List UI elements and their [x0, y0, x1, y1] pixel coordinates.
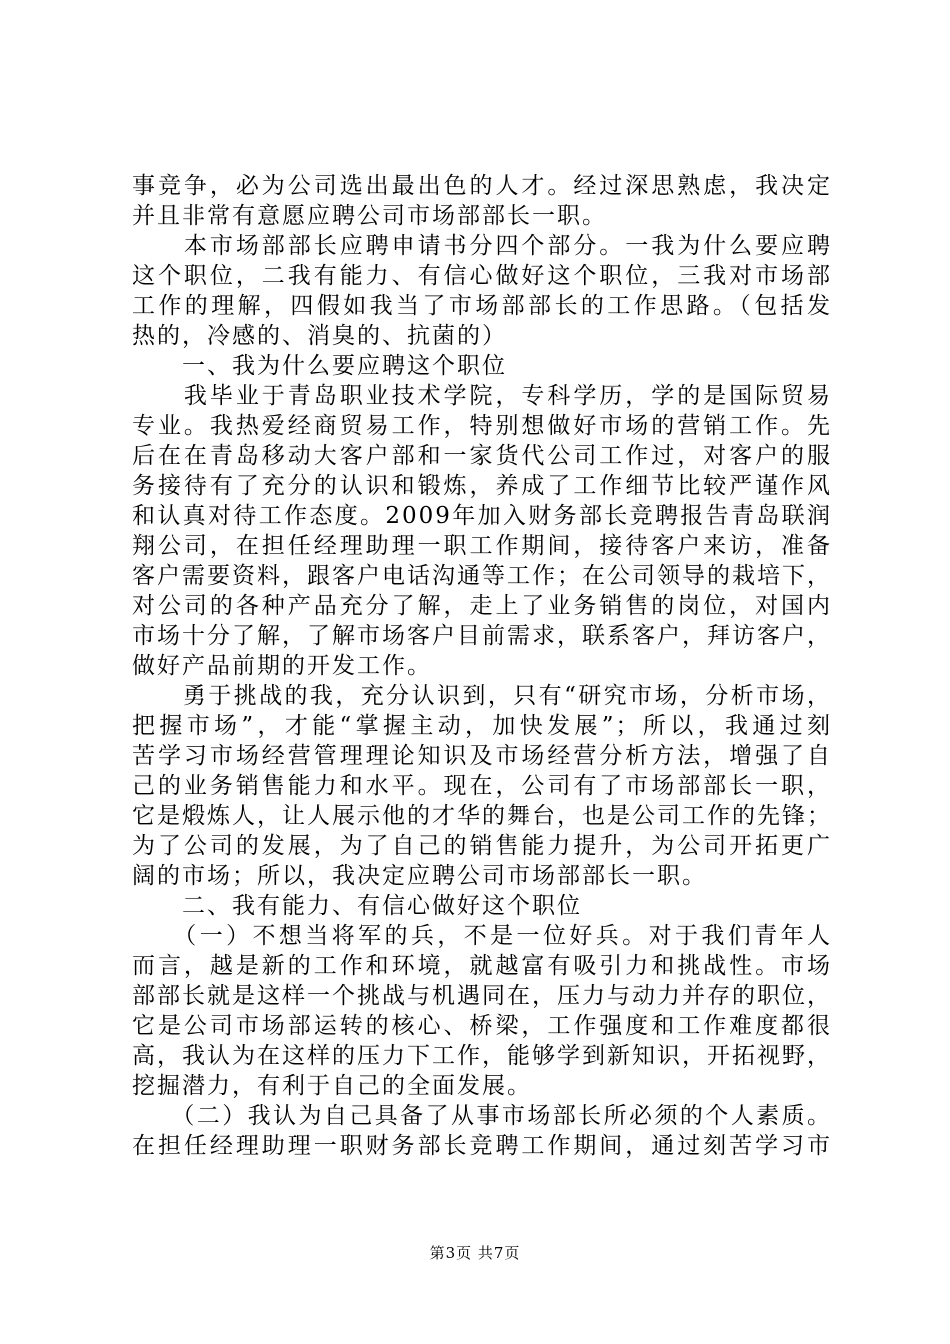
- text-line: 做好产品前期的开发工作。: [132, 653, 432, 679]
- text-line: 它是煅炼人，让人展示他的才华的舞台，也是公司工作的先锋；: [132, 803, 832, 829]
- text-line: 务接待有了充分的认识和锻炼，养成了工作细节比较严谨作风: [132, 473, 832, 499]
- text-line: 它是公司市场部运转的核心、桥梁，工作强度和工作难度都很: [132, 1013, 832, 1039]
- text-line: 后在在青岛移动大客户部和一家货代公司工作过，对客户的服: [132, 443, 832, 469]
- text-line: 工作的理解，四假如我当了市场部部长的工作思路。（包括发: [132, 293, 832, 319]
- text-line: 和认真对待工作态度。2009年加入财务部长竞聘报告青岛联润: [132, 503, 832, 529]
- text-line: 热的，冷感的、消臭的、抗菌的）: [132, 323, 507, 349]
- text-line: 本市场部部长应聘申请书分四个部分。一我为什么要应聘: [132, 233, 832, 259]
- body-text: [132, 171, 832, 1161]
- text-line: （一）不想当将军的兵，不是一位好兵。对于我们青年人: [132, 923, 832, 949]
- text-line: 客户需要资料，跟客户电话沟通等工作；在公司领导的栽培下，: [132, 563, 832, 589]
- text-line: 挖掘潜力，有利于自己的全面发展。: [132, 1073, 532, 1099]
- section-heading: 二、我有能力、有信心做好这个职位: [132, 893, 582, 919]
- text-line: 在担任经理助理一职财务部长竞聘工作期间，通过刻苦学习市: [132, 1133, 832, 1159]
- text-line: 我毕业于青岛职业技术学院，专科学历，学的是国际贸易: [132, 383, 832, 409]
- text-line: 高，我认为在这样的压力下工作，能够学到新知识，开拓视野，: [132, 1043, 832, 1069]
- text-line: 翔公司，在担任经理助理一职工作期间，接待客户来访，准备: [132, 533, 832, 559]
- text-line: 为了公司的发展，为了自己的销售能力提升，为公司开拓更广: [132, 833, 832, 859]
- text-line: 部部长就是这样一个挑战与机遇同在，压力与动力并存的职位，: [132, 983, 832, 1009]
- text-line: 而言，越是新的工作和环境，就越富有吸引力和挑战性。市场: [132, 953, 832, 979]
- text-line: 阔的市场；所以，我决定应聘公司市场部部长一职。: [132, 863, 707, 889]
- text-line: 并且非常有意愿应聘公司市场部部长一职。: [132, 203, 607, 229]
- text-line: 市场十分了解，了解市场客户目前需求，联系客户，拜访客户，: [132, 623, 832, 649]
- text-line: 勇于挑战的我，充分认识到，只有“研究市场，分析市场，: [132, 683, 832, 709]
- text-line: 对公司的各种产品充分了解，走上了业务销售的岗位，对国内: [132, 593, 832, 619]
- text-line: 己的业务销售能力和水平。现在，公司有了市场部部长一职，: [132, 773, 832, 799]
- text-line: 专业。我热爱经商贸易工作，特别想做好市场的营销工作。先: [132, 413, 832, 439]
- page-footer: 第3页 共7页: [429, 1244, 521, 1262]
- text-line: 把握市场”，才能“掌握主动，加快发展”；所以，我通过刻: [132, 713, 832, 739]
- section-heading: 一、我为什么要应聘这个职位: [132, 353, 507, 379]
- text-line: 苦学习市场经营管理理论知识及市场经营分析方法，增强了自: [132, 743, 832, 769]
- text-line: 事竞争，必为公司选出最出色的人才。经过深思熟虑，我决定: [132, 173, 832, 199]
- text-line: 这个职位，二我有能力、有信心做好这个职位，三我对市场部: [132, 263, 832, 289]
- text-line: （二）我认为自己具备了从事市场部长所必须的个人素质。: [132, 1103, 832, 1129]
